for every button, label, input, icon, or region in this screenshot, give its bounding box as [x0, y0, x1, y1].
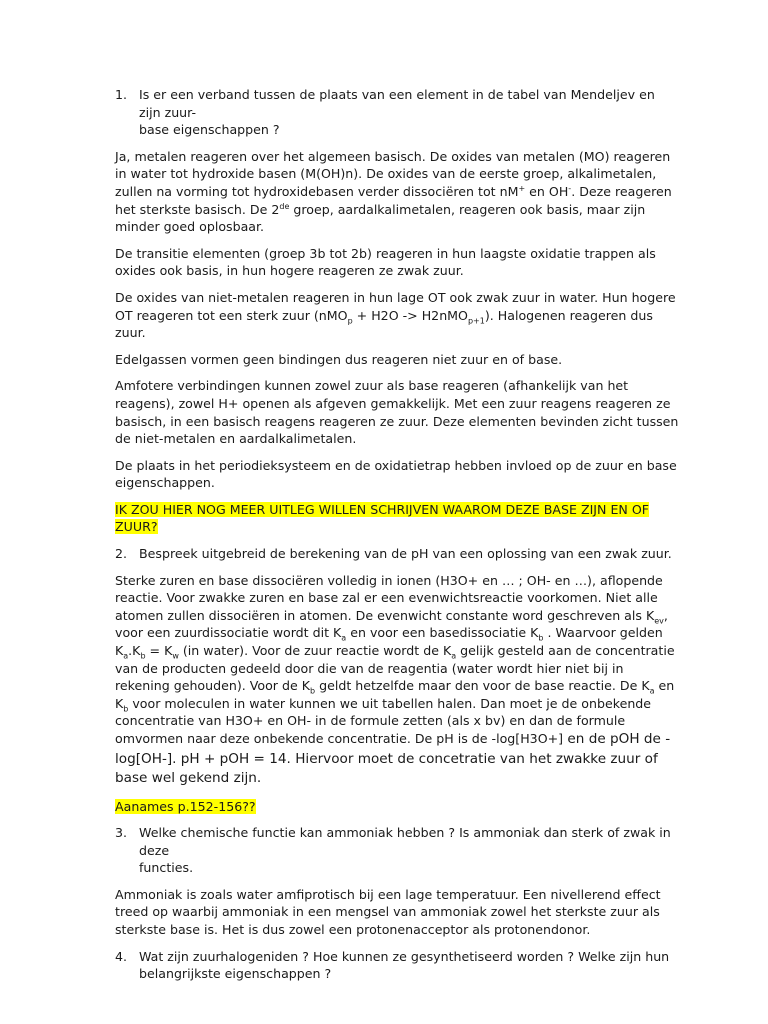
question-3: [115, 824, 680, 877]
answer-paragraph-transition: De transitie elementen (groep 3b tot 2b) reageren in hun laagste oxidatie trappen als oxides ook basis, in hun hogere reageren ze zwak zuur.: [115, 245, 656, 279]
highlighted-note: Aanames p.152-156??: [115, 798, 256, 814]
highlighted-note: IK ZOU HIER NOG MEER UITLEG WILLEN SCHRIJVEN WAAROM DEZE BASE ZIJN EN OF ZUUR?: [115, 501, 649, 535]
question-1: [115, 86, 680, 139]
answer-paragraph-metals: Ja, metalen reageren over het algemeen basisch. De oxides van metalen (MO) reageren in water tot hydroxide basen (M(OH)n). De oxides van de eerste groep, alkalimetalen, zullen na vorming tot hydroxidebasen verder dissociëren tot nM+ en OH-. Deze reageren het sterkste basisch. De 2de groep, aardalkalimetalen, reageren ook basis, maar zijn minder goed oplosbaar.: [115, 148, 672, 235]
question-text: Welke chemische functie kan ammoniak hebben ? Is ammoniak dan sterk of zwak in deze functies.: [139, 825, 671, 876]
answer-paragraph-amphoteric: Amfotere verbindingen kunnen zowel zuur als base reageren (afhankelijk van het reagens), zowel H+ openen als afgeven gemakkelijk. Met een zuur reagens reageren ze basisch, in een basisch reagens reageren ze zuur. Deze elementen bevinden zicht tussen de niet-metalen en aardalkalimetalen.: [115, 378, 679, 447]
answer-paragraph-conclusion: De plaats in het periodieksysteem en de oxidatietrap hebben invloed op de zuur en base eigenschappen.: [115, 457, 677, 491]
answer-paragraph-ammonia: Ammoniak is zoals water amfiprotisch bij een lage temperatuur. Een nivellerend effect treed op waarbij ammoniak in een mengsel van ammoniak zowel het sterkste zuur als sterkste base is. Het is dus zowel een protonenacceptor als protonendonor.: [115, 886, 661, 938]
question-number: 1.: [115, 87, 128, 102]
answer-paragraph-nonmetals: De oxides van niet-metalen reageren in hun lage OT ook zwak zuur in water. Hun hogere OT reageren tot een sterk zuur (nMO$_p$ + H2O -> H2nMO$_{p+1}$). Halogenen reageren dus zuur.: [115, 289, 676, 341]
question-text: Bespreek uitgebreid de berekening van de pH van een oplossing van een zwak zuur.: [139, 546, 672, 562]
document-body: [115, 86, 680, 992]
question-2: [115, 545, 680, 563]
question-number: 2.: [115, 546, 128, 562]
question-number: 4.: [115, 948, 128, 964]
answer-paragraph-noble-gases: Edelgassen vormen geen bindingen dus reageren niet zuur en of base.: [115, 351, 563, 367]
question-text: Wat zijn zuurhalogeniden ? Hoe kunnen ze gesynthetiseerd worden ? Welke zijn hun belangrijkste eigenschappen ?: [139, 948, 670, 982]
answer-paragraph-ph: Sterke zuren en base dissociëren volledig in ionen (H3O+ en … ; OH- en …), aflopende reactie. Voor zwakke zuren en base zal er een evenwichtsreactie voorkomen. Niet alle atomen zullen dissociëren in atomen. De evenwicht constante word geschreven als $K_{ev}$, voor een zuurdissociatie wordt dit $K_a$ en voor een basedissociatie $K_b$ . Waarvoor gelden $K_a.K_b = K_w$ (in water). Voor de zuur reactie wordt de $K_a$ gelijk gesteld aan de concentratie van de producten gedeeld door die van de reagentia (water wordt hier niet bij in rekening gehouden). Voor de $K_b$ geldt hetzelfde maar den voor de base reactie. De $K_a$ en $K_b$ voor moleculen in water kunnen we uit tabellen halen. Dan moet je de onbekende concentratie van H3O+ en OH- in de formule zetten (als x bv) en dan de formule omvormen naar deze onbekende concentratie. De pH is de -log[H3O+] en de pOH de -log[OH-]. pH + pOH = 14. Hiervoor moet de concetratie van het zwakke zuur of base wel gekend zijn.: [115, 572, 675, 786]
question-number: 3.: [115, 825, 128, 841]
question-text: Is er een verband tussen de plaats van een element in de tabel van Mendeljev en zijn zuur- base eigenschappen ?: [139, 87, 655, 138]
question-4: [115, 948, 680, 983]
